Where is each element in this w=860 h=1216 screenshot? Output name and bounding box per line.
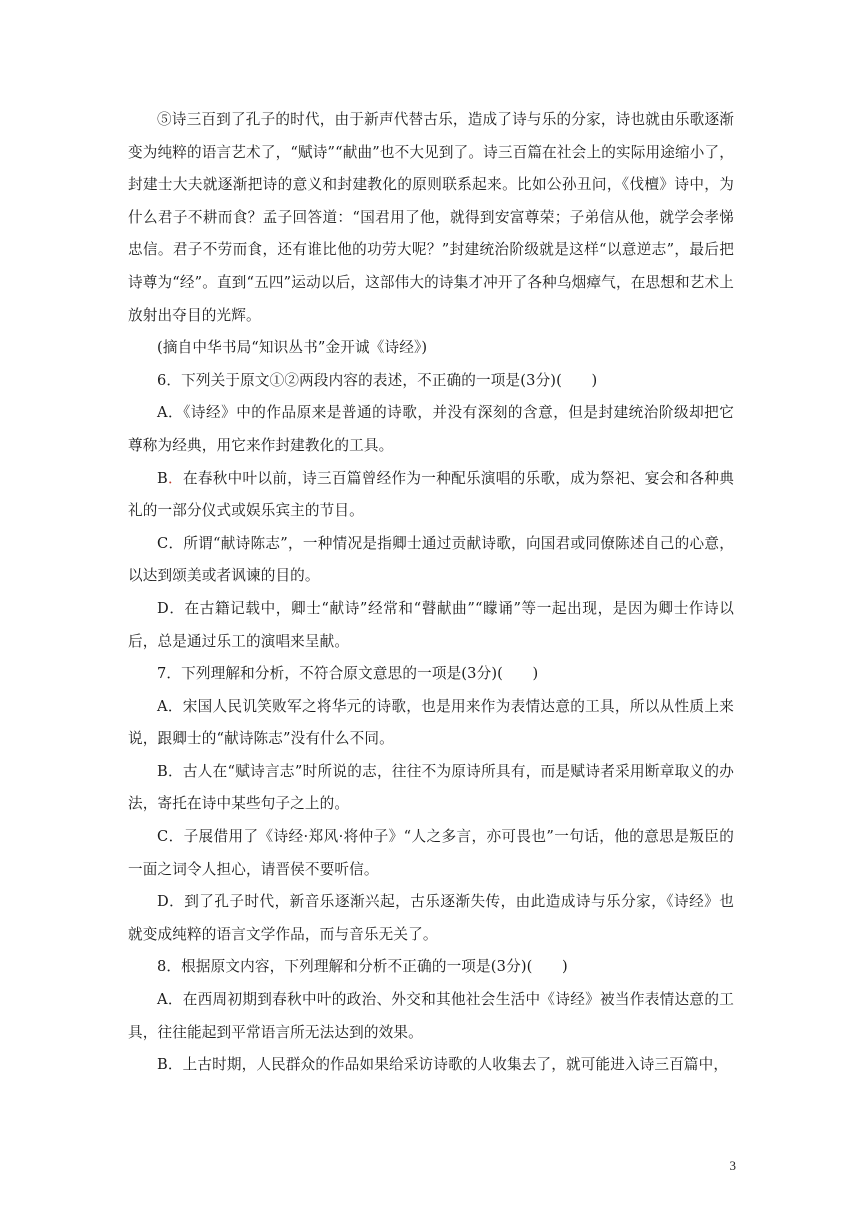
question-6-option-a: A．《诗经》中的作品原来是普通的诗歌，并没有深刻的含意，但是封建统治阶级却把它尊称为经典，用它来作封建教化的工具。: [128, 404, 734, 454]
option-b-text: 在春秋中叶以前，诗三百篇曾经作为一种配乐演唱的乐歌，成为祭祀、宴会和各种典礼的一部分仪式或娱乐宾主的节目。: [128, 469, 734, 520]
question-8-stem: 8．根据原文内容，下列理解和分析不正确的一项是(3分)( ): [157, 958, 568, 976]
question-6-stem: 6．下列关于原文①②两段内容的表述，不正确的一项是(3分)( ): [157, 371, 598, 389]
question-7-option-c: C．子展借用了《诗经·郑风·将仲子》“人之多言，亦可畏也”一句话，他的意思是叛臣的一面之词令人担心，请晋侯不要听信。: [128, 828, 734, 878]
question-8-option-a: A．在西周初期到春秋中叶的政治、外交和其他社会生活中《诗经》被当作表情达意的工具，往往能起到平常语言所无法达到的效果。: [128, 991, 734, 1041]
question-7-option-b: B．古人在“赋诗言志”时所说的志，往往不为原诗所具有，而是赋诗者采用断章取义的办法，寄托在诗中某些句子之上的。: [128, 762, 734, 813]
question-6-option-b: [128, 463, 734, 528]
option-b-dot: ．: [167, 469, 183, 487]
question-7-option-a: A．宋国人民讥笑败军之将华元的诗歌，也是用来作为表情达意的工具，所以从性质上来说，跟卿士的“献诗陈志”没有什么不同。: [128, 697, 734, 748]
question-7-stem: 7．下列理解和分析，不符合原文意思的一项是(3分)( ): [157, 665, 539, 683]
paragraph-5: ⑤诗三百到了孔子的时代，由于新声代替古乐，造成了诗与乐的分家，诗也就由乐歌逐渐变为纯粹的语言艺术了，“赋诗”“献曲”也不大见到了。诗三百篇在社会上的实际用途缩小了，封建士大夫就逐渐把诗的意义和封建教化的原则联系起来。比如公孙丑问，《伐檀》诗中，为什么君子不耕而食？孟子回答道：“国君用了他，就得到安富尊荣；子弟信从他，就学会孝悌忠信。君子不劳而食，还有谁比他的功劳大呢？”封建统治阶级就是这样“以意逆志”，最后把诗尊为“经”。直到“五四”运动以后，这部伟大的诗集才冲开了各种乌烟瘴气，在思想和艺术上放射出夺目的光辉。: [128, 111, 734, 324]
question-8-option-b: B．上古时期，人民群众的作品如果给采访诗歌的人收集去了，就可能进入诗三百篇中，: [157, 1056, 729, 1074]
option-b-letter: B: [157, 469, 168, 487]
question-6-option-d: D．在古籍记载中，卿士“献诗”经常和“瞽献曲”“矇诵”等一起出现，是因为卿士作诗以后，总是通过乐工的演唱来呈献。: [128, 599, 734, 650]
question-6-option-c: C．所谓“献诗陈志”，一种情况是指卿士通过贡献诗歌，向国君或同僚陈述自己的心意，以达到颂美或者讽谏的目的。: [128, 534, 734, 585]
question-7-option-d: D．到了孔子时代，新音乐逐渐兴起，古乐逐渐失传，由此造成诗与乐分家，《诗经》也就变成纯粹的语言文学作品，而与音乐无关了。: [128, 893, 734, 943]
document-body: [128, 104, 734, 1082]
page-number: 3: [729, 1158, 736, 1173]
source-citation: (摘自中华书局“知识丛书”金开诚《诗经》): [157, 339, 428, 357]
